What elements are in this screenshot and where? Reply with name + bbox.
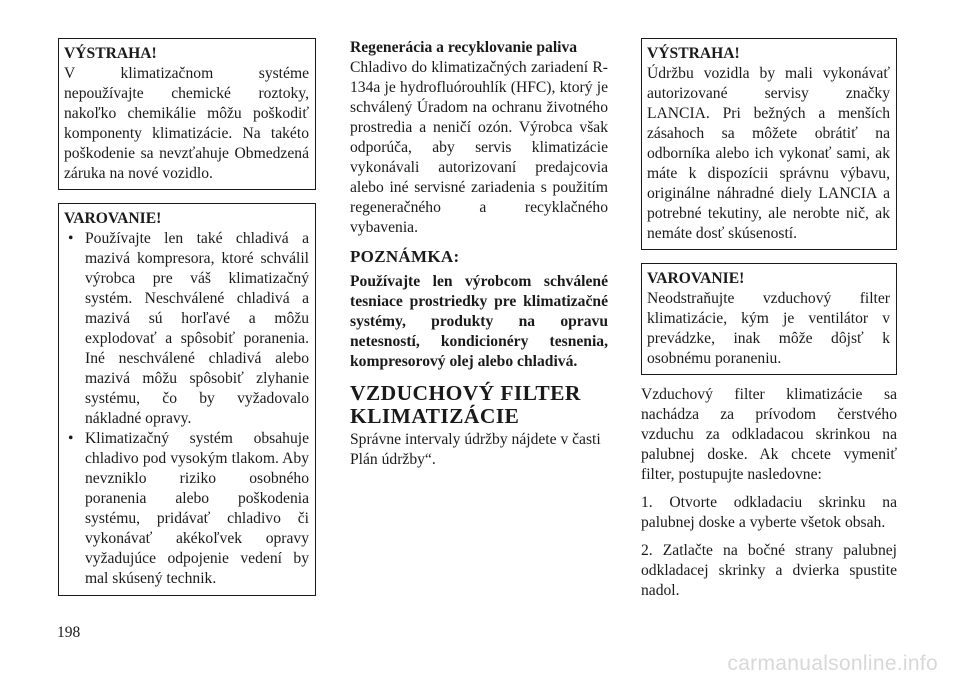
section-text: Správne intervaly údržby nájdete v časti Plán údržby“. bbox=[350, 431, 601, 468]
note-heading: POZNÁMKA: bbox=[350, 247, 460, 266]
step-item: 1. Otvorte odkladaciu skrinku na palubnej doske a vyberte všetok obsah. bbox=[641, 494, 897, 531]
left-column bbox=[58, 38, 316, 596]
intro-text: Vzduchový filter klimatizácie sa nachádza za prívodom čerstvého vzduchu za odkladacou skrinkou na palubnej doske. Ak chcete vymeniť filter, postupujte nasledovne: bbox=[641, 386, 897, 483]
note-text: Používajte len výrobcom schválené tesniace prostriedky pre klimatizačné systémy, produkty na opravu netesností, kondicionéry tesnenia, kompresorový olej alebo chladivá. bbox=[350, 273, 608, 370]
right-column bbox=[641, 38, 897, 609]
warning-text: Údržbu vozidla by mali vykonávať autorizované servisy značky LANCIA. Pri bežných a menších zásahoch sa môžete obrátiť na odborníka alebo ich vykonať sami, ak máte k dispozícii správnu výbavu, originálne náhradné diely LANCIA a potrebné tekutiny, ale nerobte nič, ak nemáte dosť skúseností. bbox=[647, 65, 890, 242]
warning-box bbox=[641, 38, 897, 250]
caution-item: • Klimatizačný systém obsahuje chladivo pod vysokým tlakom. Aby nevzniklo riziko osobného poranenia alebo poškodenia systému, pridávať chladivo či vykonávať akékoľvek opravy vyžadujúce odpojenie vedení by mal skúsený technik. bbox=[64, 429, 309, 589]
step-item: 2. Zatlačte na bočné strany palubnej odkladacej skrinky a dvierka spustite nadol. bbox=[641, 542, 897, 599]
warning-title: VÝSTRAHA! bbox=[64, 45, 157, 62]
middle-column bbox=[350, 38, 608, 478]
caution-title: VAROVANIE! bbox=[64, 210, 162, 227]
caution-list bbox=[64, 229, 309, 589]
caution-item: • Používajte len také chladivá a mazivá kompresora, ktoré schválil výrobca pre váš klimatizačný systém. Neschválené chladivá a mazivá sú horľavé a môžu explodovať a spôsobiť poranenia. Iné neschválené chladivá alebo mazivá môžu spôsobiť zlyhanie systému, čo by vyžadovalo nákladné opravy. bbox=[64, 229, 309, 429]
warning-box bbox=[58, 38, 316, 190]
caution-text: Neodstraňujte vzduchový filter klimatizácie, kým je ventilátor v prevádzke, inak môže dôjsť k osobnému poraneniu. bbox=[647, 290, 890, 367]
section-title-line2: KLIMATIZÁCIE bbox=[350, 404, 520, 428]
watermark-text: carmanualsonline.info bbox=[727, 652, 938, 675]
warning-title: VÝSTRAHA! bbox=[647, 45, 740, 62]
regeneration-heading: Regenerácia a recyklovanie paliva bbox=[350, 39, 578, 56]
section-title bbox=[350, 382, 608, 428]
regeneration-text: Chladivo do klimatizačných zariadení R-134a je hydrofluórouhlík (HFC), ktorý je schválený Úradom na ochranu životného prostredia a neničí ozón. Výrobca však odporúča, aby servis klimatizácie vykonávali autorizovaní predajcovia alebo iné servisné zariadenia s použitím regeneračného a recyklačného vybavenia. bbox=[350, 59, 608, 236]
caution-title: VAROVANIE! bbox=[647, 270, 745, 287]
caution-box bbox=[641, 263, 897, 375]
caution-box bbox=[58, 203, 316, 596]
page-number: 198 bbox=[57, 624, 81, 641]
section-title-line1: VZDUCHOVÝ FILTER bbox=[350, 381, 581, 405]
warning-text: V klimatizačnom systéme nepoužívajte chemické roztoky, nakoľko chemikálie môžu poškodiť komponenty klimatizácie. Na takéto poškodenie sa nevzťahuje Obmedzená záruka na nové vozidlo. bbox=[64, 65, 309, 182]
